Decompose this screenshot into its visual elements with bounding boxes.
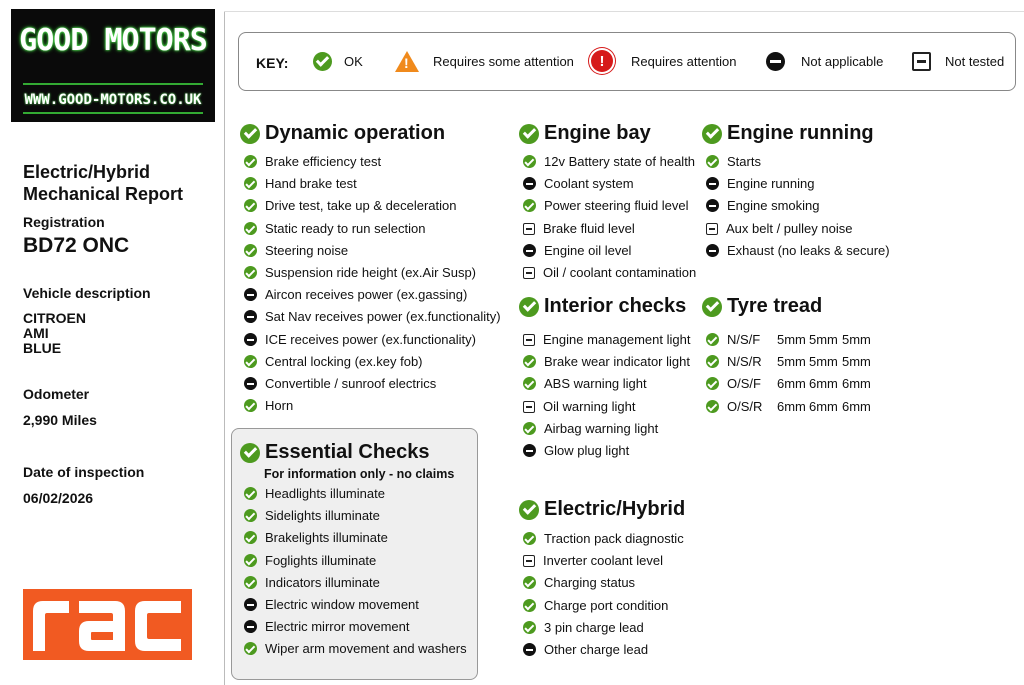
check-item-label: Engine smoking xyxy=(727,198,820,213)
check-icon xyxy=(706,377,719,390)
check-icon xyxy=(244,487,257,500)
key-some-attention xyxy=(395,51,574,72)
check-item xyxy=(523,531,684,546)
check-item xyxy=(244,309,501,324)
check-icon xyxy=(244,177,257,190)
key-attention-label: Requires attention xyxy=(631,53,737,69)
check-icon xyxy=(244,222,257,235)
check-item xyxy=(523,553,663,568)
logo-url: WWW.GOOD-MOTORS.CO.UK xyxy=(24,92,202,108)
check-icon xyxy=(523,599,536,612)
minus-square-icon xyxy=(706,223,718,235)
section-dynamic-operation xyxy=(240,122,445,145)
tyre-row xyxy=(706,332,760,347)
check-item-label: Charging status xyxy=(544,575,636,590)
check-item xyxy=(244,265,476,280)
logo-rule xyxy=(23,112,203,114)
section-title: Engine running xyxy=(727,122,874,144)
registration-value: BD72 ONC xyxy=(23,234,130,257)
check-item-label: Coolant system xyxy=(544,176,634,191)
minus-circle-icon xyxy=(706,199,719,212)
key-title xyxy=(256,55,288,71)
check-item-label: Exhaust (no leaks & secure) xyxy=(727,243,890,258)
check-item-label: Traction pack diagnostic xyxy=(544,531,684,546)
minus-circle-icon xyxy=(706,244,719,257)
check-item-label: Sidelights illuminate xyxy=(265,508,380,523)
good-motors-logo xyxy=(11,9,215,122)
check-item-label: Aux belt / pulley noise xyxy=(726,221,853,236)
check-icon xyxy=(313,52,332,71)
minus-circle-icon xyxy=(244,377,257,390)
check-item xyxy=(523,421,658,436)
check-icon xyxy=(244,266,257,279)
check-item xyxy=(244,376,436,391)
section-essential-checks xyxy=(240,441,430,464)
check-item-label: Steering noise xyxy=(265,243,349,258)
minus-circle-icon xyxy=(244,598,257,611)
check-icon xyxy=(523,355,536,368)
check-item xyxy=(523,642,648,657)
check-item-label: Other charge lead xyxy=(544,642,649,657)
minus-circle-icon xyxy=(523,177,536,190)
key-attention xyxy=(591,50,737,72)
vehicle-description xyxy=(23,311,86,356)
check-item-label: Drive test, take up & deceleration xyxy=(265,198,457,213)
tyre-depth: 6mm xyxy=(777,376,806,391)
check-item-label: Oil warning light xyxy=(543,399,636,414)
check-item-label: Brake fluid level xyxy=(543,221,635,236)
key-ok-label: OK xyxy=(344,54,363,69)
critical-alert-icon: ! xyxy=(591,50,613,72)
check-item-label: Wiper arm movement and washers xyxy=(265,641,467,656)
check-icon xyxy=(244,642,257,655)
tyre-row xyxy=(706,354,762,369)
check-item-label: Horn xyxy=(265,398,294,413)
minus-circle-icon xyxy=(244,620,257,633)
check-item xyxy=(523,620,644,635)
check-item-label: Suspension ride height (ex.Air Susp) xyxy=(265,265,477,280)
check-item xyxy=(523,399,636,414)
check-item xyxy=(244,508,380,523)
check-icon xyxy=(706,333,719,346)
key-not-applicable xyxy=(766,52,883,71)
check-item-label: Aircon receives power (ex.gassing) xyxy=(265,287,468,302)
check-icon xyxy=(244,155,257,168)
check-item xyxy=(523,443,629,458)
check-item xyxy=(244,243,348,258)
section-title: Engine bay xyxy=(544,122,651,144)
check-item xyxy=(706,176,814,191)
tyre-depth: 5mm xyxy=(777,332,806,347)
check-icon xyxy=(519,500,539,520)
key-some-attention-label: Requires some attention xyxy=(433,54,574,69)
check-item-label: Engine management light xyxy=(543,332,691,347)
key-not-applicable-label: Not applicable xyxy=(801,54,884,69)
check-item xyxy=(244,619,409,634)
check-icon xyxy=(523,155,536,168)
check-icon xyxy=(706,155,719,168)
minus-square-icon xyxy=(523,267,535,279)
check-item xyxy=(244,354,423,369)
check-item-label: Static ready to run selection xyxy=(265,221,426,236)
check-icon xyxy=(523,532,536,545)
key-not-tested-label: Not tested xyxy=(945,54,1005,69)
section-title: Dynamic operation xyxy=(265,122,446,144)
odometer-label: Odometer xyxy=(23,386,90,402)
check-item-label: Sat Nav receives power (ex.functionality) xyxy=(265,309,501,324)
check-icon xyxy=(706,400,719,413)
column-divider xyxy=(224,11,225,685)
check-item-label: Central locking (ex.key fob) xyxy=(265,354,423,369)
check-icon xyxy=(244,554,257,567)
check-item xyxy=(523,598,668,613)
check-item-label: 12v Battery state of health xyxy=(544,154,696,169)
check-item xyxy=(523,221,635,236)
check-item-label: Glow plug light xyxy=(544,443,630,458)
vehicle-model: AMI xyxy=(23,325,49,341)
check-item-label: Electric window movement xyxy=(265,597,419,612)
section-title: Interior checks xyxy=(544,295,687,317)
check-item-label: Brakelights illuminate xyxy=(265,530,388,545)
check-item-label: Inverter coolant level xyxy=(543,553,663,568)
inspection-date-value: 06/02/2026 xyxy=(23,490,94,506)
check-item-label: Foglights illuminate xyxy=(265,553,377,568)
logo-title: GOOD MOTORS xyxy=(19,23,207,58)
check-item xyxy=(523,354,690,369)
minus-circle-icon xyxy=(523,244,536,257)
check-item-label: Charge port condition xyxy=(544,598,669,613)
check-item-label: Airbag warning light xyxy=(544,421,659,436)
check-item xyxy=(523,198,689,213)
inspection-date-label: Date of inspection xyxy=(23,464,145,480)
minus-square-icon xyxy=(523,223,535,235)
check-item xyxy=(523,575,635,590)
check-item xyxy=(244,597,419,612)
tyre-position: N/S/R xyxy=(727,354,762,369)
check-item xyxy=(244,486,385,501)
report-title-line1: Electric/Hybrid xyxy=(23,162,151,182)
minus-square-icon xyxy=(912,52,931,71)
minus-circle-icon xyxy=(706,177,719,190)
check-item xyxy=(244,176,357,191)
section-engine-running xyxy=(702,122,874,145)
tyre-depth: 5mm xyxy=(809,354,838,369)
check-item xyxy=(523,176,634,191)
check-item xyxy=(244,287,467,302)
vehicle-make: CITROEN xyxy=(23,310,86,326)
check-item xyxy=(523,154,695,169)
check-item xyxy=(244,575,380,590)
tyre-row xyxy=(706,399,762,414)
check-item xyxy=(244,154,381,169)
key-not-tested xyxy=(912,52,1004,71)
check-icon xyxy=(240,443,260,463)
check-icon xyxy=(702,124,722,144)
minus-square-icon xyxy=(523,555,535,567)
report-title-line2: Mechanical Report xyxy=(23,184,184,204)
check-icon xyxy=(523,576,536,589)
vehicle-description-label: Vehicle description xyxy=(23,285,151,301)
tyre-depth: 6mm xyxy=(809,399,838,414)
check-item-label: Convertible / sunroof electrics xyxy=(265,376,437,391)
check-icon xyxy=(244,399,257,412)
check-item-label: ICE receives power (ex.functionality) xyxy=(265,332,476,347)
top-rule xyxy=(224,11,1024,12)
minus-square-icon xyxy=(523,334,535,346)
check-item xyxy=(706,198,820,213)
odometer-value: 2,990 Miles xyxy=(23,412,97,428)
check-item-label: Headlights illuminate xyxy=(265,486,385,501)
rac-logo-mark xyxy=(23,589,192,660)
minus-circle-icon xyxy=(523,444,536,457)
minus-circle-icon xyxy=(523,643,536,656)
section-electric-hybrid xyxy=(519,498,685,521)
minus-circle-icon xyxy=(244,288,257,301)
check-item xyxy=(523,265,696,280)
check-icon xyxy=(523,621,536,634)
check-item xyxy=(523,243,631,258)
tyre-depth: 6mm xyxy=(842,399,871,414)
vehicle-colour: BLUE xyxy=(23,340,62,356)
check-item xyxy=(706,154,761,169)
tyre-position: N/S/F xyxy=(727,332,761,347)
key-ok xyxy=(313,52,363,71)
report-title xyxy=(23,161,218,205)
tyre-depth: 5mm xyxy=(809,332,838,347)
check-item xyxy=(523,376,647,391)
check-item xyxy=(706,243,890,258)
rac-logo xyxy=(23,589,192,660)
minus-circle-icon xyxy=(244,333,257,346)
check-icon xyxy=(240,124,260,144)
tyre-depth: 6mm xyxy=(842,376,871,391)
section-title: Tyre tread xyxy=(727,295,823,317)
check-icon xyxy=(244,509,257,522)
check-icon xyxy=(244,355,257,368)
check-item-label: Starts xyxy=(727,154,761,169)
check-icon xyxy=(244,199,257,212)
check-item xyxy=(244,198,457,213)
tyre-depth: 5mm xyxy=(842,332,871,347)
tyre-row xyxy=(706,376,761,391)
status-key xyxy=(238,32,1016,91)
minus-square-icon xyxy=(523,401,535,413)
tyre-position: O/S/R xyxy=(727,399,763,414)
check-item xyxy=(244,553,376,568)
tyre-position: O/S/F xyxy=(727,376,761,391)
check-icon xyxy=(244,244,257,257)
check-icon xyxy=(244,531,257,544)
check-icon xyxy=(519,297,539,317)
tyre-depth: 6mm xyxy=(809,376,838,391)
check-item xyxy=(244,641,467,656)
check-item xyxy=(244,530,388,545)
check-item xyxy=(244,221,425,236)
check-icon xyxy=(523,377,536,390)
tyre-depth: 5mm xyxy=(777,354,806,369)
check-icon xyxy=(244,576,257,589)
check-item-label: Oil / coolant contamination xyxy=(543,265,697,280)
minus-circle-icon xyxy=(244,310,257,323)
check-item-label: ABS warning light xyxy=(544,376,647,391)
check-item-label: Brake efficiency test xyxy=(265,154,382,169)
check-item xyxy=(706,221,852,236)
check-item xyxy=(523,332,690,347)
check-item-label: Indicators illuminate xyxy=(265,575,380,590)
minus-circle-icon xyxy=(766,52,785,71)
section-title: Essential Checks xyxy=(265,441,430,463)
check-item-label: Power steering fluid level xyxy=(544,198,689,213)
check-icon xyxy=(519,124,539,144)
section-tyre-tread xyxy=(702,295,822,318)
essential-checks-subtitle: For information only - no claims xyxy=(264,467,455,481)
logo-rule xyxy=(23,83,203,85)
check-icon xyxy=(702,297,722,317)
check-item-label: Engine running xyxy=(727,176,815,191)
check-item-label: Brake wear indicator light xyxy=(544,354,690,369)
registration-label: Registration xyxy=(23,214,105,230)
check-item-label: Electric mirror movement xyxy=(265,619,410,634)
tyre-depth: 6mm xyxy=(777,399,806,414)
check-icon xyxy=(523,199,536,212)
check-item-label: 3 pin charge lead xyxy=(544,620,644,635)
check-item xyxy=(244,332,476,347)
key-title-text: KEY: xyxy=(256,55,289,71)
check-item-label: Engine oil level xyxy=(544,243,632,258)
check-icon xyxy=(706,355,719,368)
check-icon xyxy=(523,422,536,435)
section-engine-bay xyxy=(519,122,651,145)
tyre-depth: 5mm xyxy=(842,354,871,369)
warning-triangle-icon xyxy=(395,51,419,72)
check-item xyxy=(244,398,293,413)
check-item-label: Hand brake test xyxy=(265,176,357,191)
section-interior-checks xyxy=(519,295,686,318)
section-title: Electric/Hybrid xyxy=(544,498,686,520)
